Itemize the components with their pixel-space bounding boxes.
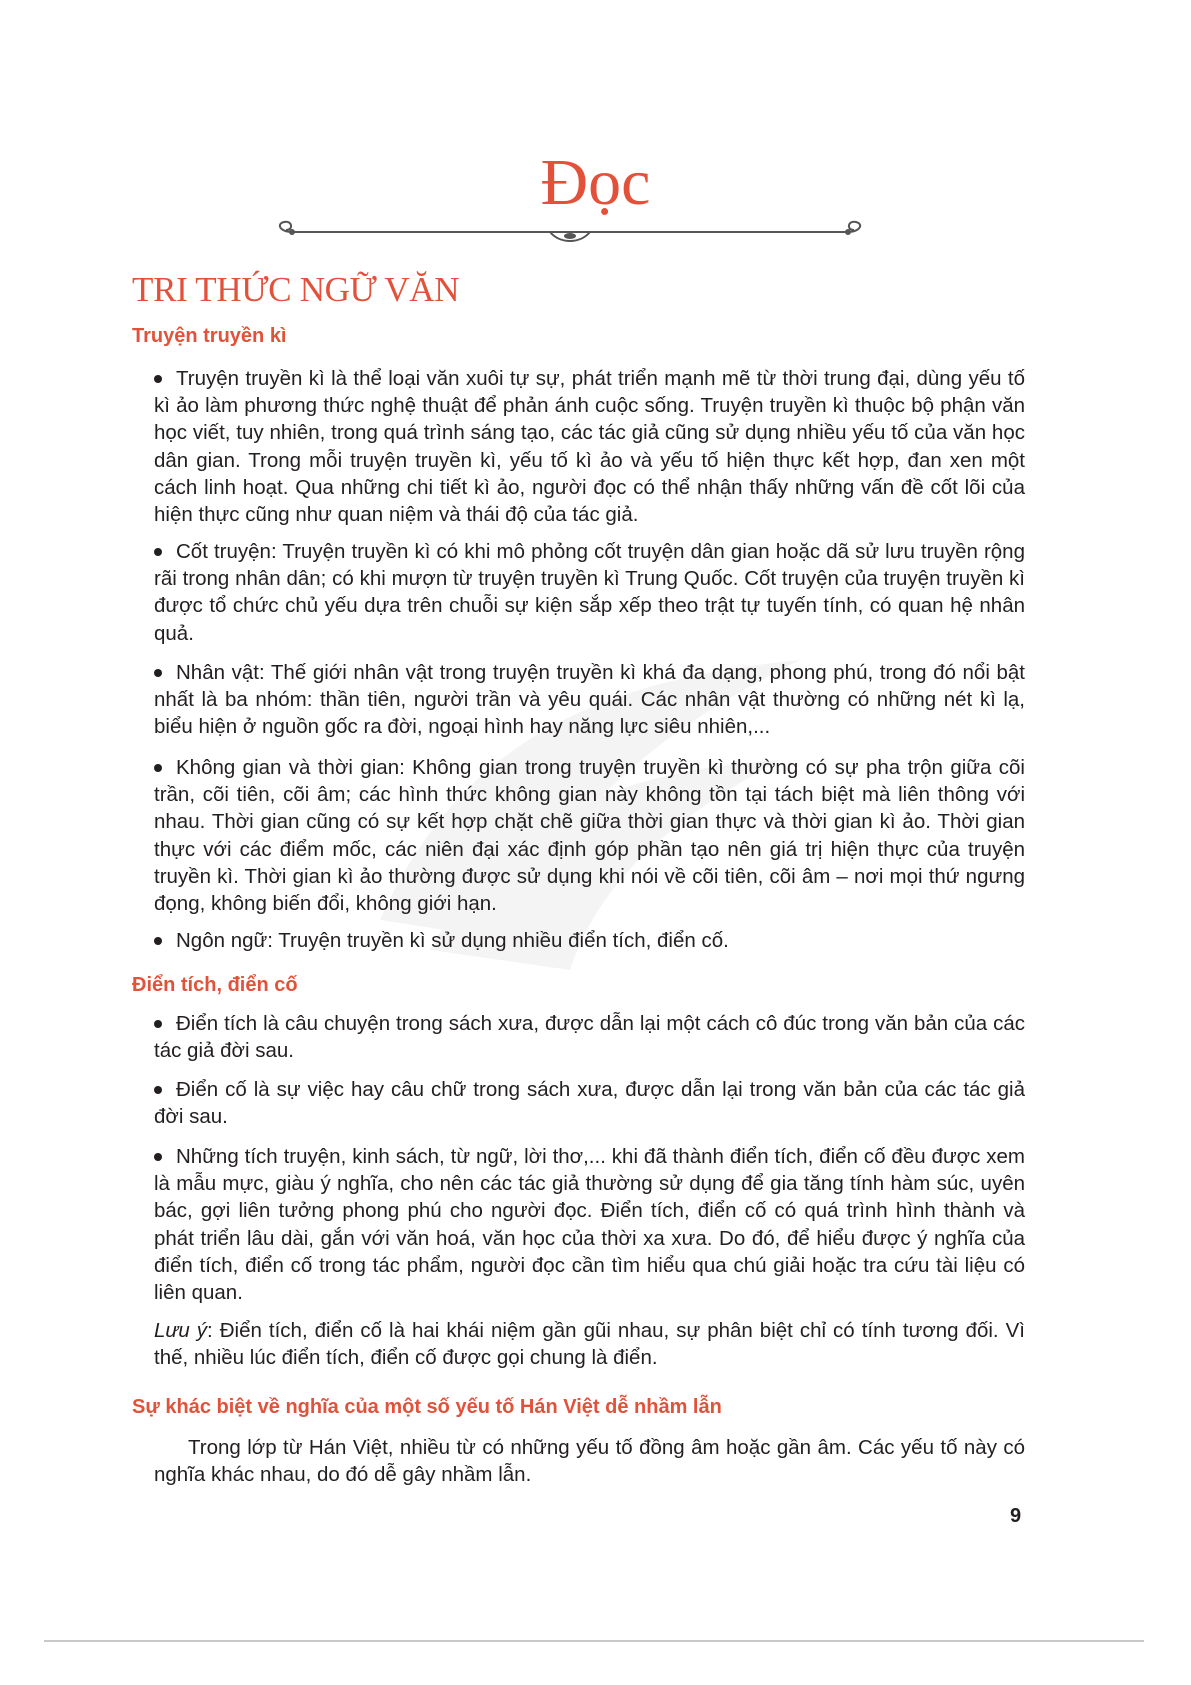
list-item: Điển cố là sự việc hay câu chữ trong sách xưa, được dẫn lại trong văn bản của các tác giả đời sau.	[154, 1078, 1025, 1129]
page-number: 9	[1010, 1505, 1022, 1527]
note-label: Lưu ý	[154, 1319, 208, 1342]
list-item: Ngôn ngữ: Truyện truyền kì sử dụng nhiều điển tích, điển cố.	[154, 927, 1025, 954]
note-paragraph	[154, 1317, 1025, 1371]
bullet-icon	[154, 1153, 162, 1161]
subheading-truyen-truyen-ki: Truyện truyền kì	[132, 325, 287, 347]
subheading-han-viet: Sự khác biệt về nghĩa của một số yếu tố Hán Việt dễ nhầm lẫn	[132, 1396, 722, 1418]
bullet-icon	[154, 669, 162, 677]
bullet-icon	[154, 937, 162, 945]
body-paragraph: Trong lớp từ Hán Việt, nhiều từ có những yếu tố đồng âm hoặc gần âm. Các yếu tố này có nghĩa khác nhau, do đó dễ gây nhầm lẫn.	[154, 1436, 1025, 1487]
bullet-icon	[154, 1020, 162, 1028]
section-heading: TRI THỨC NGỮ VĂN	[132, 270, 460, 309]
note-text: : Điển tích, điển cố là hai khái niệm gần gũi nhau, sự phân biệt chỉ có tính tương đối. Vì thế, nhiều lúc điển tích, điển cố được gọi chung là điển.	[154, 1319, 1025, 1370]
footer-divider	[44, 1640, 1144, 1642]
list-item: Cốt truyện: Truyện truyền kì có khi mô phỏng cốt truyện dân gian hoặc dã sử lưu truyền rộng rãi trong nhân dân; có khi mượn từ truyện truyền kì Trung Quốc. Cốt truyện của truyện truyền kì được tổ chức chủ yếu dựa trên chuỗi sự kiện sắp xếp theo trật tự tuyến tính, có quan hệ nhân quả.	[154, 540, 1025, 645]
bullet-icon	[154, 375, 162, 383]
list-item: Không gian và thời gian: Không gian trong truyện truyền kì thường có sự pha trộn giữa cõi trần, cõi tiên, cõi âm; các hình thức không gian này không tồn tại tách biệt mà liên thông với nhau. Thời gian cũng có sự kết hợp chặt chẽ giữa thời gian thực và thời gian kì ảo. Thời gian thực với các điểm mốc, các niên đại xác định góp phần tạo nên giá trị hiện thực của truyện truyền kì. Thời gian kì ảo thường được sử dụng khi nói về cõi tiên, cõi âm – nơi mọi thứ ngưng đọng, không biến đổi, không giới hạn.	[154, 756, 1025, 916]
list-item: Điển tích là câu chuyện trong sách xưa, được dẫn lại một cách cô đúc trong văn bản của các tác giả đời sau.	[154, 1012, 1025, 1063]
list-item: Truyện truyền kì là thể loại văn xuôi tự sự, phát triển mạnh mẽ từ thời trung đại, dùng yếu tố kì ảo làm phương thức nghệ thuật để phản ánh cuộc sống. Truyện truyền kì thuộc bộ phận văn học viết, tuy nhiên, trong quá trình sáng tạo, các tác giả cũng sử dụng nhiều yếu tố của văn học dân gian. Trong mỗi truyện truyền kì, yếu tố kì ảo và yếu tố hiện thực kết hợp, đan xen một cách linh hoạt. Qua những chi tiết kì ảo, người đọc có thể nhận thấy những vấn đề cốt lõi của hiện thực cũng như quan niệm và thái độ của tác giả.	[154, 367, 1025, 527]
list-item: Những tích truyện, kinh sách, từ ngữ, lời thơ,... khi đã thành điển tích, điển cố đều được xem là mẫu mực, giàu ý nghĩa, cho nên các tác giả thường sử dụng để gia tăng tính hàm súc, uyên bác, gợi liên tưởng phong phú cho người đọc. Điển tích, điển cố có quá trình hình thành và phát triển lâu dài, gắn với văn hoá, văn học của thời xa xưa. Do đó, để hiểu được ý nghĩa của điển tích, điển cố trong tác phẩm, người đọc cần tìm hiểu qua chú giải hoặc tra cứu tài liệu có liên quan.	[154, 1145, 1025, 1305]
title-ornament	[270, 218, 870, 248]
page-title: Đọc	[540, 146, 651, 219]
list-item: Nhân vật: Thế giới nhân vật trong truyện truyền kì khá đa dạng, phong phú, trong đó nổi bật nhất là ba nhóm: thần tiên, người trần và yêu quái. Các nhân vật thường có những nét kì lạ, biểu hiện ở nguồn gốc ra đời, ngoại hình hay năng lực siêu nhiên,...	[154, 661, 1025, 739]
bullet-icon	[154, 764, 162, 772]
subheading-dien-tich-dien-co: Điển tích, điển cố	[132, 974, 298, 996]
bullet-icon	[154, 1086, 162, 1094]
bullet-icon	[154, 548, 162, 556]
